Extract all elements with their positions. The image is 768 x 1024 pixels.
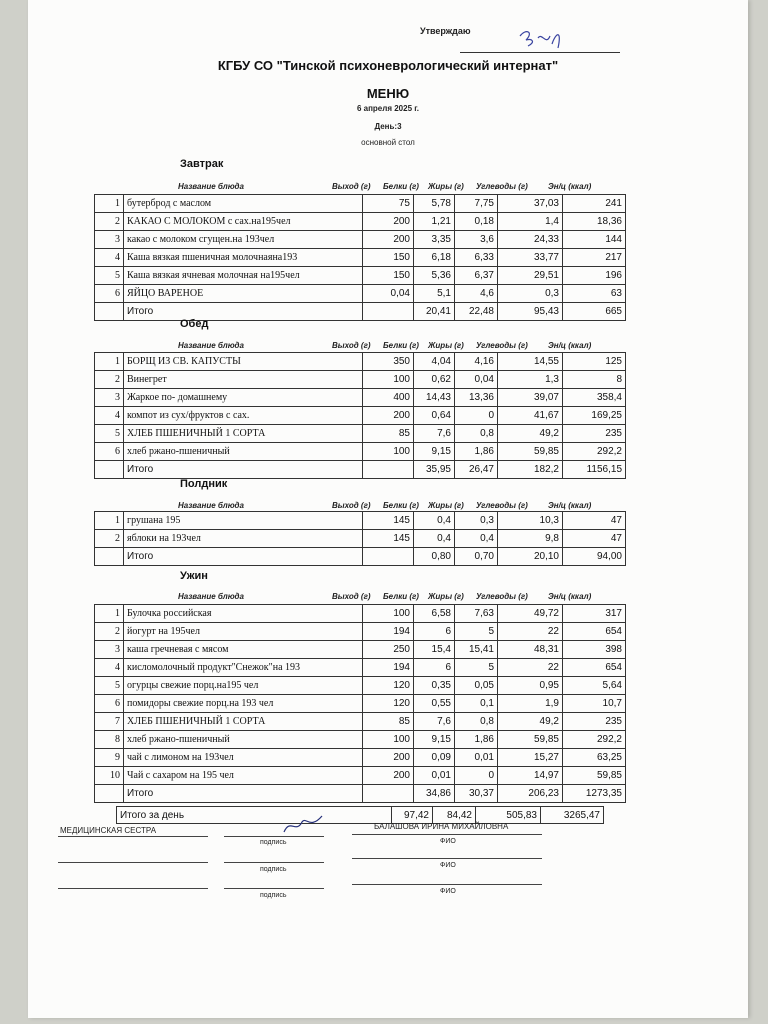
table-row xyxy=(95,677,626,695)
column-header-energy: Эн/ц (ккал) xyxy=(548,501,592,510)
fio-caption-2: ФИО xyxy=(440,862,456,869)
row-number: 3 xyxy=(95,231,124,249)
dish-carbs: 33,77 xyxy=(498,249,563,267)
menu-table xyxy=(94,352,626,479)
column-header-out: Выход (г) xyxy=(332,501,371,510)
table-row xyxy=(95,285,626,303)
dish-name: Булочка российская xyxy=(124,605,363,623)
dish-name: бутерброд с маслом xyxy=(124,195,363,213)
dish-fat: 15,41 xyxy=(455,641,498,659)
column-header-carbs: Углеводы (г) xyxy=(476,341,528,350)
table-row xyxy=(95,641,626,659)
dish-carbs: 49,2 xyxy=(498,425,563,443)
dish-fat: 0,04 xyxy=(455,371,498,389)
table-row xyxy=(95,767,626,785)
column-header-carbs: Углеводы (г) xyxy=(476,592,528,601)
menu-table xyxy=(94,604,626,803)
dish-name: КАКАО С МОЛОКОМ с сах.на195чел xyxy=(124,213,363,231)
row-number: 4 xyxy=(95,659,124,677)
dish-fat: 6,37 xyxy=(455,267,498,285)
dish-protein: 0,4 xyxy=(414,530,455,548)
dish-output: 200 xyxy=(363,231,414,249)
dish-protein: 6,18 xyxy=(414,249,455,267)
dish-protein: 7,6 xyxy=(414,713,455,731)
dish-output: 0,04 xyxy=(363,285,414,303)
dish-energy: 292,2 xyxy=(563,443,626,461)
total-protein: 0,80 xyxy=(414,548,455,566)
dish-output: 75 xyxy=(363,195,414,213)
table-row xyxy=(95,389,626,407)
person-name: БАЛАШОВА ИРИНА МИХАЙЛОВНА xyxy=(374,822,509,831)
column-header-fat: Жиры (г) xyxy=(428,182,464,191)
dish-energy: 235 xyxy=(563,425,626,443)
row-number: 2 xyxy=(95,530,124,548)
nurse-label: МЕДИЦИНСКАЯ СЕСТРА xyxy=(60,826,157,835)
dish-output: 200 xyxy=(363,767,414,785)
grand-total-energy: 3265,47 xyxy=(541,807,604,824)
row-number: 6 xyxy=(95,285,124,303)
table-row xyxy=(95,249,626,267)
sign-line-2b xyxy=(224,862,324,863)
dish-fat: 1,86 xyxy=(455,443,498,461)
table-row xyxy=(95,749,626,767)
dish-name: помидоры свежие порц.на 193 чел xyxy=(124,695,363,713)
grand-total-label: Итого за день xyxy=(117,807,392,824)
column-header-fat: Жиры (г) xyxy=(428,592,464,601)
dish-carbs: 48,31 xyxy=(498,641,563,659)
dish-fat: 0 xyxy=(455,407,498,425)
row-number: 9 xyxy=(95,749,124,767)
dish-fat: 0,1 xyxy=(455,695,498,713)
column-header-fat: Жиры (г) xyxy=(428,341,464,350)
row-number: 4 xyxy=(95,249,124,267)
row-number: 8 xyxy=(95,731,124,749)
table-row xyxy=(95,231,626,249)
column-header-name: Название блюда xyxy=(178,592,244,601)
total-fat: 0,70 xyxy=(455,548,498,566)
row-number: 5 xyxy=(95,425,124,443)
fio-caption-3: ФИО xyxy=(440,888,456,895)
sign-line-3a xyxy=(58,888,208,889)
table-row xyxy=(95,267,626,285)
dish-energy: 47 xyxy=(563,512,626,530)
dish-carbs: 1,3 xyxy=(498,371,563,389)
menu-table xyxy=(94,194,626,321)
dish-fat: 0,3 xyxy=(455,512,498,530)
dish-name: какао с молоком сгущен.на 193чел xyxy=(124,231,363,249)
approve-line xyxy=(460,52,620,53)
total-row xyxy=(95,303,626,321)
nurse-line xyxy=(58,836,208,837)
dish-output: 400 xyxy=(363,389,414,407)
column-header-protein: Белки (г) xyxy=(383,182,419,191)
person-line xyxy=(352,834,542,835)
dish-fat: 0,18 xyxy=(455,213,498,231)
total-empty-cell xyxy=(95,548,124,566)
column-header-protein: Белки (г) xyxy=(383,341,419,350)
dish-protein: 6,58 xyxy=(414,605,455,623)
dish-output: 120 xyxy=(363,695,414,713)
section-title: Завтрак xyxy=(180,158,224,170)
dish-energy: 63,25 xyxy=(563,749,626,767)
dish-fat: 7,63 xyxy=(455,605,498,623)
dish-energy: 144 xyxy=(563,231,626,249)
table-row xyxy=(95,443,626,461)
dish-output: 145 xyxy=(363,530,414,548)
sign-line-2a xyxy=(58,862,208,863)
total-label: Итого xyxy=(124,303,363,321)
dish-carbs: 9,8 xyxy=(498,530,563,548)
dish-output: 200 xyxy=(363,213,414,231)
dish-carbs: 14,97 xyxy=(498,767,563,785)
total-carbs: 182,2 xyxy=(498,461,563,479)
row-number: 1 xyxy=(95,605,124,623)
dish-protein: 7,6 xyxy=(414,425,455,443)
column-header-fat: Жиры (г) xyxy=(428,501,464,510)
dish-fat: 0,4 xyxy=(455,530,498,548)
dish-carbs: 0,95 xyxy=(498,677,563,695)
dish-output: 194 xyxy=(363,659,414,677)
dish-energy: 5,64 xyxy=(563,677,626,695)
row-number: 5 xyxy=(95,267,124,285)
table-row xyxy=(95,530,626,548)
total-energy: 1273,35 xyxy=(563,785,626,803)
total-energy: 1156,15 xyxy=(563,461,626,479)
section-title: Обед xyxy=(180,318,209,330)
sign-caption-3: подпись xyxy=(260,892,287,899)
dish-energy: 196 xyxy=(563,267,626,285)
total-fat: 26,47 xyxy=(455,461,498,479)
director-signature xyxy=(512,26,572,52)
total-row xyxy=(95,461,626,479)
row-number: 1 xyxy=(95,353,124,371)
menu-table xyxy=(94,511,626,566)
row-number: 10 xyxy=(95,767,124,785)
table-row xyxy=(95,371,626,389)
dish-output: 85 xyxy=(363,713,414,731)
dish-carbs: 29,51 xyxy=(498,267,563,285)
table-row xyxy=(95,713,626,731)
table-row xyxy=(95,605,626,623)
dish-name: чай с лимоном на 193чел xyxy=(124,749,363,767)
total-output-empty xyxy=(363,548,414,566)
dish-carbs: 22 xyxy=(498,623,563,641)
total-row xyxy=(95,785,626,803)
organization-name: КГБУ СО "Тинской психоневрологический интернат" xyxy=(217,58,559,73)
row-number: 2 xyxy=(95,213,124,231)
dish-energy: 654 xyxy=(563,623,626,641)
row-number: 6 xyxy=(95,695,124,713)
dish-carbs: 39,07 xyxy=(498,389,563,407)
dish-name: хлеб ржано-пшеничный xyxy=(124,443,363,461)
dish-protein: 5,78 xyxy=(414,195,455,213)
dish-protein: 0,64 xyxy=(414,407,455,425)
dish-fat: 13,36 xyxy=(455,389,498,407)
dish-name: Чай с сахаром на 195 чел xyxy=(124,767,363,785)
dish-carbs: 41,67 xyxy=(498,407,563,425)
row-number: 6 xyxy=(95,443,124,461)
row-number: 3 xyxy=(95,641,124,659)
table-row xyxy=(95,731,626,749)
row-number: 7 xyxy=(95,713,124,731)
total-carbs: 206,23 xyxy=(498,785,563,803)
dish-output: 100 xyxy=(363,731,414,749)
dish-carbs: 15,27 xyxy=(498,749,563,767)
column-header-energy: Эн/ц (ккал) xyxy=(548,592,592,601)
dish-name: хлеб ржано-пшеничный xyxy=(124,731,363,749)
dish-carbs: 22 xyxy=(498,659,563,677)
dish-fat: 0,01 xyxy=(455,749,498,767)
approve-label: Утверждаю xyxy=(420,26,471,36)
total-output-empty xyxy=(363,461,414,479)
column-header-name: Название блюда xyxy=(178,341,244,350)
dish-carbs: 59,85 xyxy=(498,443,563,461)
sign-line-3b xyxy=(224,888,324,889)
dish-protein: 0,35 xyxy=(414,677,455,695)
dish-protein: 0,62 xyxy=(414,371,455,389)
total-fat: 22,48 xyxy=(455,303,498,321)
dish-fat: 0,05 xyxy=(455,677,498,695)
dish-fat: 4,16 xyxy=(455,353,498,371)
column-header-carbs: Углеводы (г) xyxy=(476,182,528,191)
table-row xyxy=(95,512,626,530)
dish-output: 100 xyxy=(363,371,414,389)
dish-name: БОРЩ ИЗ СВ. КАПУСТЫ xyxy=(124,353,363,371)
sign-caption-1: подпись xyxy=(260,839,287,846)
dish-energy: 235 xyxy=(563,713,626,731)
menu-date: 6 апреля 2025 г. xyxy=(356,104,420,113)
section-title: Полдник xyxy=(180,478,228,490)
total-row xyxy=(95,548,626,566)
dish-name: Каша вязкая ячневая молочная на195чел xyxy=(124,267,363,285)
dish-protein: 9,15 xyxy=(414,443,455,461)
table-row xyxy=(95,195,626,213)
row-number: 2 xyxy=(95,371,124,389)
dish-name: яблоки на 193чел xyxy=(124,530,363,548)
total-output-empty xyxy=(363,785,414,803)
dish-carbs: 1,4 xyxy=(498,213,563,231)
dish-output: 250 xyxy=(363,641,414,659)
dish-fat: 5 xyxy=(455,659,498,677)
total-energy: 665 xyxy=(563,303,626,321)
dish-energy: 358,4 xyxy=(563,389,626,407)
table-kind: основной стол xyxy=(361,138,415,147)
dish-carbs: 14,55 xyxy=(498,353,563,371)
dish-carbs: 49,2 xyxy=(498,713,563,731)
dish-name: Жаркое по- домашнему xyxy=(124,389,363,407)
total-output-empty xyxy=(363,303,414,321)
dish-fat: 0,8 xyxy=(455,713,498,731)
dish-output: 100 xyxy=(363,605,414,623)
total-label: Итого xyxy=(124,461,363,479)
dish-name: каша гречневая с мясом xyxy=(124,641,363,659)
dish-carbs: 37,03 xyxy=(498,195,563,213)
dish-output: 100 xyxy=(363,443,414,461)
dish-output: 200 xyxy=(363,407,414,425)
nurse-signature xyxy=(278,812,328,838)
fio-caption-1: ФИО xyxy=(440,838,456,845)
table-row xyxy=(95,213,626,231)
row-number: 4 xyxy=(95,407,124,425)
total-empty-cell xyxy=(95,461,124,479)
sign-caption-2: подпись xyxy=(260,866,287,873)
dish-energy: 18,36 xyxy=(563,213,626,231)
document-title: МЕНЮ xyxy=(366,86,410,101)
dish-fat: 5 xyxy=(455,623,498,641)
column-header-energy: Эн/ц (ккал) xyxy=(548,341,592,350)
fio-line-2 xyxy=(352,858,542,859)
dish-output: 150 xyxy=(363,267,414,285)
dish-fat: 0,8 xyxy=(455,425,498,443)
total-carbs: 95,43 xyxy=(498,303,563,321)
grand-total-fat: 84,42 xyxy=(433,807,476,824)
row-number: 2 xyxy=(95,623,124,641)
column-header-protein: Белки (г) xyxy=(383,592,419,601)
dish-output: 350 xyxy=(363,353,414,371)
dish-carbs: 59,85 xyxy=(498,731,563,749)
dish-protein: 6 xyxy=(414,659,455,677)
dish-protein: 5,36 xyxy=(414,267,455,285)
table-row xyxy=(95,353,626,371)
fio-line-3 xyxy=(352,884,542,885)
dish-name: кисломолочный продукт"Снежок"на 193 xyxy=(124,659,363,677)
dish-energy: 125 xyxy=(563,353,626,371)
row-number: 3 xyxy=(95,389,124,407)
dish-protein: 6 xyxy=(414,623,455,641)
table-row xyxy=(95,407,626,425)
dish-output: 194 xyxy=(363,623,414,641)
section-title: Ужин xyxy=(180,570,208,582)
dish-name: йогурт на 195чел xyxy=(124,623,363,641)
total-carbs: 20,10 xyxy=(498,548,563,566)
total-empty-cell xyxy=(95,785,124,803)
dish-energy: 47 xyxy=(563,530,626,548)
table-row xyxy=(95,623,626,641)
dish-protein: 3,35 xyxy=(414,231,455,249)
dish-energy: 10,7 xyxy=(563,695,626,713)
dish-fat: 1,86 xyxy=(455,731,498,749)
column-headers xyxy=(76,182,632,194)
dish-protein: 4,04 xyxy=(414,353,455,371)
dish-energy: 398 xyxy=(563,641,626,659)
total-empty-cell xyxy=(95,303,124,321)
menu-sheet xyxy=(28,0,748,1018)
row-number: 1 xyxy=(95,195,124,213)
dish-energy: 63 xyxy=(563,285,626,303)
dish-fat: 0 xyxy=(455,767,498,785)
dish-name: грушана 195 xyxy=(124,512,363,530)
dish-output: 145 xyxy=(363,512,414,530)
dish-fat: 3,6 xyxy=(455,231,498,249)
dish-name: компот из сух/фруктов с сах. xyxy=(124,407,363,425)
total-label: Итого xyxy=(124,548,363,566)
total-protein: 34,86 xyxy=(414,785,455,803)
dish-energy: 241 xyxy=(563,195,626,213)
dish-protein: 9,15 xyxy=(414,731,455,749)
row-number: 5 xyxy=(95,677,124,695)
dish-name: ХЛЕБ ПШЕНИЧНЫЙ 1 СОРТА xyxy=(124,713,363,731)
column-header-out: Выход (г) xyxy=(332,592,371,601)
dish-energy: 59,85 xyxy=(563,767,626,785)
dish-energy: 169,25 xyxy=(563,407,626,425)
dish-protein: 0,01 xyxy=(414,767,455,785)
dish-protein: 0,09 xyxy=(414,749,455,767)
dish-carbs: 49,72 xyxy=(498,605,563,623)
total-energy: 94,00 xyxy=(563,548,626,566)
dish-carbs: 24,33 xyxy=(498,231,563,249)
dish-fat: 4,6 xyxy=(455,285,498,303)
dish-energy: 217 xyxy=(563,249,626,267)
dish-output: 120 xyxy=(363,677,414,695)
dish-carbs: 10,3 xyxy=(498,512,563,530)
column-header-energy: Эн/ц (ккал) xyxy=(548,182,592,191)
grand-total-table xyxy=(116,806,604,824)
column-header-out: Выход (г) xyxy=(332,341,371,350)
dish-protein: 0,4 xyxy=(414,512,455,530)
dish-protein: 1,21 xyxy=(414,213,455,231)
dish-energy: 292,2 xyxy=(563,731,626,749)
total-protein: 35,95 xyxy=(414,461,455,479)
dish-name: ХЛЕБ ПШЕНИЧНЫЙ 1 СОРТА xyxy=(124,425,363,443)
dish-fat: 6,33 xyxy=(455,249,498,267)
dish-name: Каша вязкая пшеничная молочнаяна193 xyxy=(124,249,363,267)
column-headers xyxy=(76,592,632,604)
dish-carbs: 1,9 xyxy=(498,695,563,713)
total-fat: 30,37 xyxy=(455,785,498,803)
total-label: Итого xyxy=(124,785,363,803)
dish-name: ЯЙЦО ВАРЕНОЕ xyxy=(124,285,363,303)
dish-energy: 654 xyxy=(563,659,626,677)
dish-protein: 14,43 xyxy=(414,389,455,407)
column-header-name: Название блюда xyxy=(178,182,244,191)
dish-protein: 15,4 xyxy=(414,641,455,659)
menu-day: День:3 xyxy=(374,122,402,131)
dish-carbs: 0,3 xyxy=(498,285,563,303)
dish-name: Винегрет xyxy=(124,371,363,389)
dish-energy: 8 xyxy=(563,371,626,389)
dish-protein: 0,55 xyxy=(414,695,455,713)
dish-fat: 7,75 xyxy=(455,195,498,213)
grand-total-carbs: 505,83 xyxy=(476,807,541,824)
table-row xyxy=(95,425,626,443)
dish-name: огурцы свежие порц.на195 чел xyxy=(124,677,363,695)
table-row xyxy=(95,659,626,677)
dish-energy: 317 xyxy=(563,605,626,623)
dish-protein: 5,1 xyxy=(414,285,455,303)
dish-output: 85 xyxy=(363,425,414,443)
column-header-carbs: Углеводы (г) xyxy=(476,501,528,510)
column-header-out: Выход (г) xyxy=(332,182,371,191)
dish-output: 150 xyxy=(363,249,414,267)
column-header-name: Название блюда xyxy=(178,501,244,510)
dish-output: 200 xyxy=(363,749,414,767)
row-number: 1 xyxy=(95,512,124,530)
table-row xyxy=(95,695,626,713)
grand-total-protein: 97,42 xyxy=(392,807,433,824)
column-header-protein: Белки (г) xyxy=(383,501,419,510)
total-protein: 20,41 xyxy=(414,303,455,321)
